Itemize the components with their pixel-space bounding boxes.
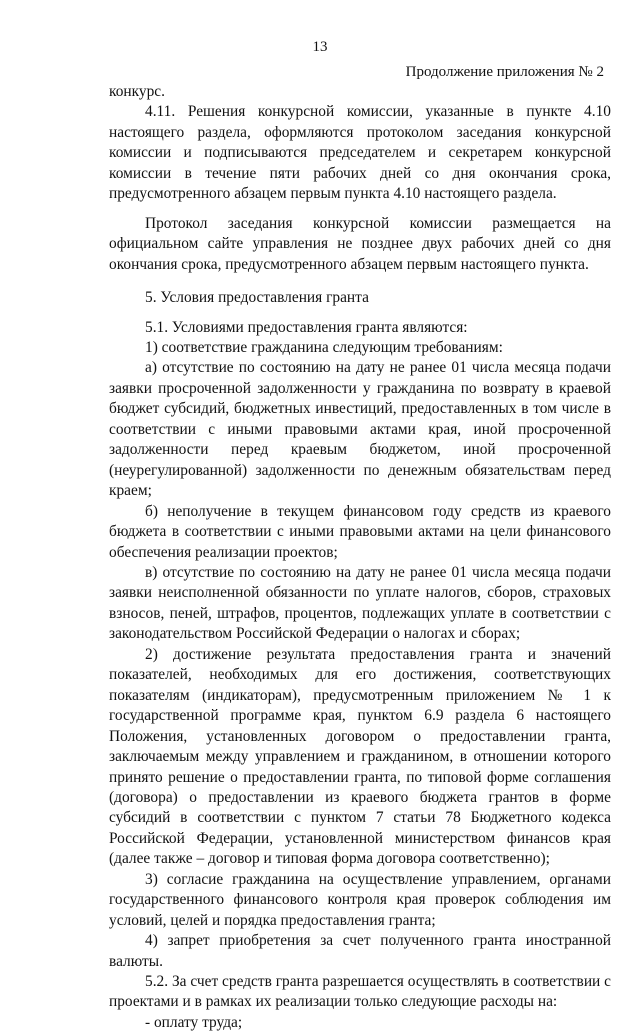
paragraph-item-v: в) отсутствие по состоянию на дату не ранее 01 числа месяца подачи заявки неисполненной обязанности по уплате налогов, сборов, страховых взносов, пеней, штрафов, процентов, подлежащих уплате в соответствии с законодательством Российской Федерации о налогах и сборах;	[109, 563, 611, 643]
paragraph-5-2: 5.2. За счет средств гранта разрешается осуществлять в соответствии с проектами и в рамках их реализации только следующие расходы на:	[109, 973, 611, 1011]
paragraph-protocol: Протокол заседания конкурсной комиссии размещается на официальном сайте управления не позднее двух рабочих дней со дня окончания срока, предусмотренного абзацем первым настоящего пункта.	[109, 214, 611, 273]
paragraph-item-3: 3) согласие гражданина на осуществление управлением, органами государственного финансового контроля края проверок соблюдения им условий, целей и порядка предоставления гранта;	[109, 870, 611, 929]
paragraph-item-b: б) неполучение в текущем финансовом году средств из краевого бюджета в соответствии с иными правовыми актами на цели финансового обеспечения реализации проектов;	[109, 502, 611, 561]
paragraph-list-item: - оплату труда;	[145, 1013, 243, 1031]
paragraph-item-2: 2) достижение результата предоставления гранта и значений показателей, необходимых для его достижения, соответствующих показателям (индикаторам), предусмотренным приложением № 1 к государственной программе края, пунктом 6.9 раздела 6 настоящего Положения, установленных договором о предоставлении гранта, заключаемым между управлением и гражданином, в отношении которого принято решение о предоставлении гранта, по типовой форме соглашения (договора) о предоставлении из краевого бюджета грантов в форме субсидий в соответствии с пунктом 7 статьи 78 Бюджетного кодекса Российской Федерации, установленной министерством финансов края (далее также – договор и типовая форма договора соответственно);	[109, 645, 611, 868]
paragraph-item-a: а) отсутствие по состоянию на дату не ранее 01 числа месяца подачи заявки просроченной задолженности у гражданина по возврату в краевой бюджет субсидий, бюджетных инвестиций, предоставленных в том числе в соответствии с иными правовыми актами края, иной просроченной задолженности перед краевым бюджетом, иной просроченной (неурегулированной) задолженности по денежным обязательствам перед краем;	[109, 359, 611, 500]
section-heading-5: 5. Условия предоставления гранта	[145, 289, 369, 307]
page-number: 13	[312, 39, 328, 55]
document-body	[109, 82, 611, 1033]
paragraph-5-1: 5.1. Условиями предоставления гранта являются:	[145, 318, 468, 336]
paragraph-item-4: 4) запрет приобретения за счет полученного гранта иностранной валюты.	[109, 932, 611, 970]
paragraph-item-1: 1) соответствие гражданина следующим требованиям:	[145, 338, 503, 356]
paragraph-4-11: 4.11. Решения конкурсной комиссии, указанные в пункте 4.10 настоящего раздела, оформляются протоколом заседания конкурсной комиссии и подписываются председателем и секретарем конкурсной комиссии в течение пяти рабочих дней со дня окончания срока, предусмотренного абзацем первым пункта 4.10 настоящего раздела.	[109, 103, 611, 203]
running-head: Продолжение приложения № 2	[405, 64, 604, 80]
paragraph-continuation: конкурс.	[109, 83, 165, 100]
